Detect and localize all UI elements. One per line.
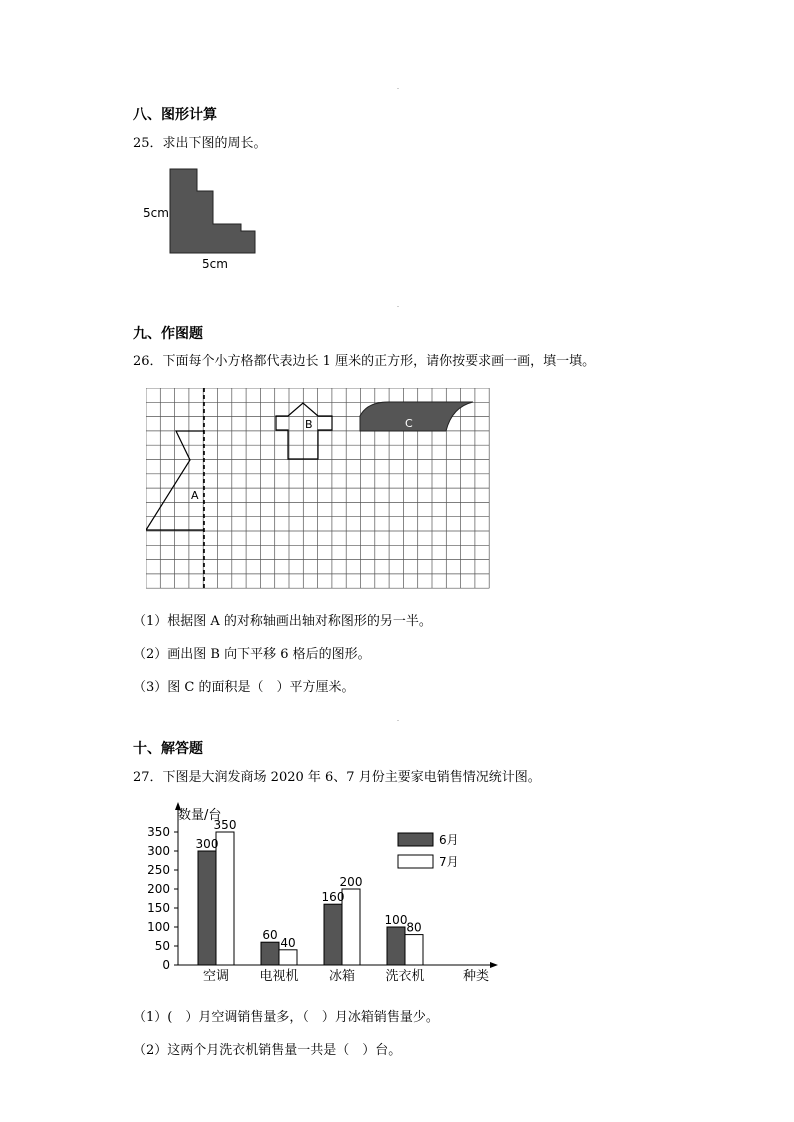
bar-value-label: 160 [321,890,345,905]
y-tick-labels [147,825,178,972]
y-tick-label: 250 [147,863,170,877]
bar-june [198,851,216,965]
bar-june [387,927,405,965]
legend-label-june: 6月 [439,833,459,847]
width-label: 5cm [202,257,228,271]
bar-value-label: 100 [384,913,408,927]
legend-swatch-june [398,833,433,846]
legend [398,833,459,869]
y-axis-title: 数量/台 [178,808,222,823]
y-tick-label: 100 [147,920,170,934]
bar-value-label: 350 [213,818,237,832]
y-tick-label: 50 [154,939,170,953]
bar-july [405,935,423,965]
question-25: 25．求出下图的周长。 [133,136,267,151]
question-26-part-3: （3）图 C 的面积是（ ）平方厘米。 [133,680,355,695]
question-27-part-1: （1）( ）月空调销售量多，（ ）月冰箱销售量少。 [133,1010,439,1025]
category-label: 冰箱 [328,969,356,984]
y-tick-label: 200 [147,882,170,896]
section-8-title: 八、图形计算 [133,107,217,123]
category-label: 电视机 [259,969,299,984]
figure-c-label: C [405,417,413,430]
y-tick-label: 350 [147,825,170,839]
bar-july [279,950,297,965]
section-10-title: 十、解答题 [133,741,203,757]
height-label: 5cm [143,206,169,220]
grid-figure [146,388,496,590]
legend-label-july: 7月 [439,855,459,869]
question-26-part-2: （2）画出图 B 向下平移 6 格后的图形。 [133,647,371,662]
bar-value-label: 300 [195,837,219,851]
category-label: 洗衣机 [385,969,425,984]
section-9-title: 九、作图题 [133,326,203,342]
y-tick-label: 0 [162,958,170,972]
category-label: 空调 [202,969,230,984]
question-26: 26．下面每个小方格都代表边长 1 厘米的正方形，请你按要求画一画，填一填。 [133,354,596,369]
bars [195,832,423,965]
x-axis-title: 种类 [463,969,490,984]
bar-june [324,904,342,965]
question-27-part-2: （2）这两个月洗衣机销售量一共是（ ）台。 [133,1043,402,1058]
legend-swatch-july [398,855,433,868]
figure-a-label: A [191,489,199,502]
bar-value-label: 80 [406,920,422,935]
question-27: 27．下图是大润发商场 2020 年 6、7 月份主要家电销售情况统计图。 [133,770,541,785]
stepped-shape [170,169,255,253]
bar-july [216,832,234,965]
figure-b-label: B [305,418,313,431]
bar-value-label: 200 [339,875,363,889]
question-26-part-1: （1）根据图 A 的对称轴画出轴对称图形的另一半。 [133,614,432,629]
y-tick-label: 150 [147,901,170,915]
bar-june [261,942,279,965]
l-shape-figure [140,165,270,275]
bar-value-label: 60 [262,928,278,943]
figure-a [146,431,204,530]
sales-bar-chart [130,798,510,988]
bar-july [342,889,360,965]
y-tick-label: 300 [147,844,170,858]
category-labels [203,968,425,984]
bar-value-label: 40 [280,935,296,950]
x-axis-arrow [490,962,498,968]
